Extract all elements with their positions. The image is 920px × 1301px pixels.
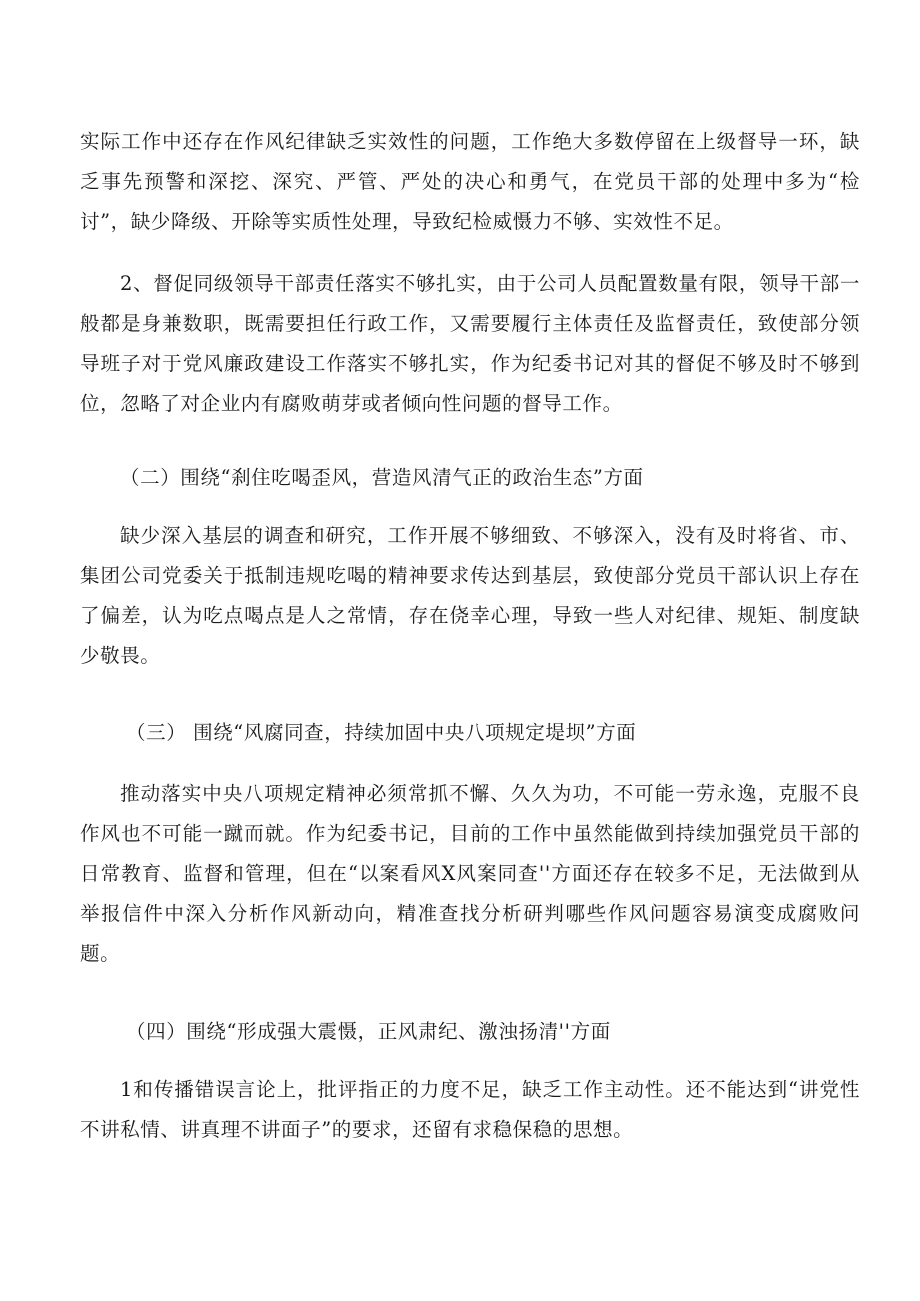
section-heading-two: （二）围绕“刹住吃喝歪风，营造风清气正的政治生态”方面 [120, 466, 644, 489]
section-heading-four: （四）围绕“形成强大震慑，正风肃纪、激浊扬清''方面 [126, 1020, 611, 1043]
paragraph-grassroots: 缺少深入基层的调查和研究，工作开展不够细致、不够深入，没有及时将省、市、集团公司党委关于抵制违规吃喝的精神要求传达到基层，致使部分党员干部认识上存在了偏差，认为吃点喝点是人之常情，存在侥幸心理，导致一些人对纪律、规矩、制度缺少敬畏。 [80, 524, 860, 667]
paragraph-eight-rules: 推动落实中央八项规定精神必须常抓不懈、久久为功，不可能一劳永逸，克服不良作风也不可能一蹴而就。作为纪委书记，目前的工作中虽然能做到持续加强党员干部的日常教育、监督和管理，但在“以案看风X风案同查''方面还存在较多不足，无法做到从举报信件中深入分析作风新动向，精准查找分析研判哪些作风问题容易演变成腐败问题。 [80, 782, 860, 965]
paragraph-supervision: 2、督促同级领导干部责任落实不够扎实，由于公司人员配置数量有限，领导干部一般都是身兼数职，既需要担任行政工作，又需要履行主体责任及监督责任，致使部分领导班子对于党风廉政建设工作落实不够扎实，作为纪委书记对其的督促不够及时不够到位，忽略了对企业内有腐败萌芽或者倾向性问题的督导工作。 [80, 272, 860, 415]
section-heading-three: （三） 围绕“风腐同查，持续加固中央八项规定堤坝”方面 [126, 721, 637, 744]
paragraph-criticism: 1和传播错误言论上，批评指正的力度不足，缺乏工作主动性。还不能达到“讲党性不讲私情、讲真理不讲面子”的要求，还留有求稳保稳的思想。 [80, 1078, 860, 1141]
paragraph-work-discipline: 实际工作中还存在作风纪律缺乏实效性的问题，工作绝大多数停留在上级督导一环，缺乏事先预警和深挖、深究、严管、严处的决心和勇气，在党员干部的处理中多为“检讨”，缺少降级、开除等实质性处理，导致纪检威慑力不够、实效性不足。 [80, 130, 860, 233]
